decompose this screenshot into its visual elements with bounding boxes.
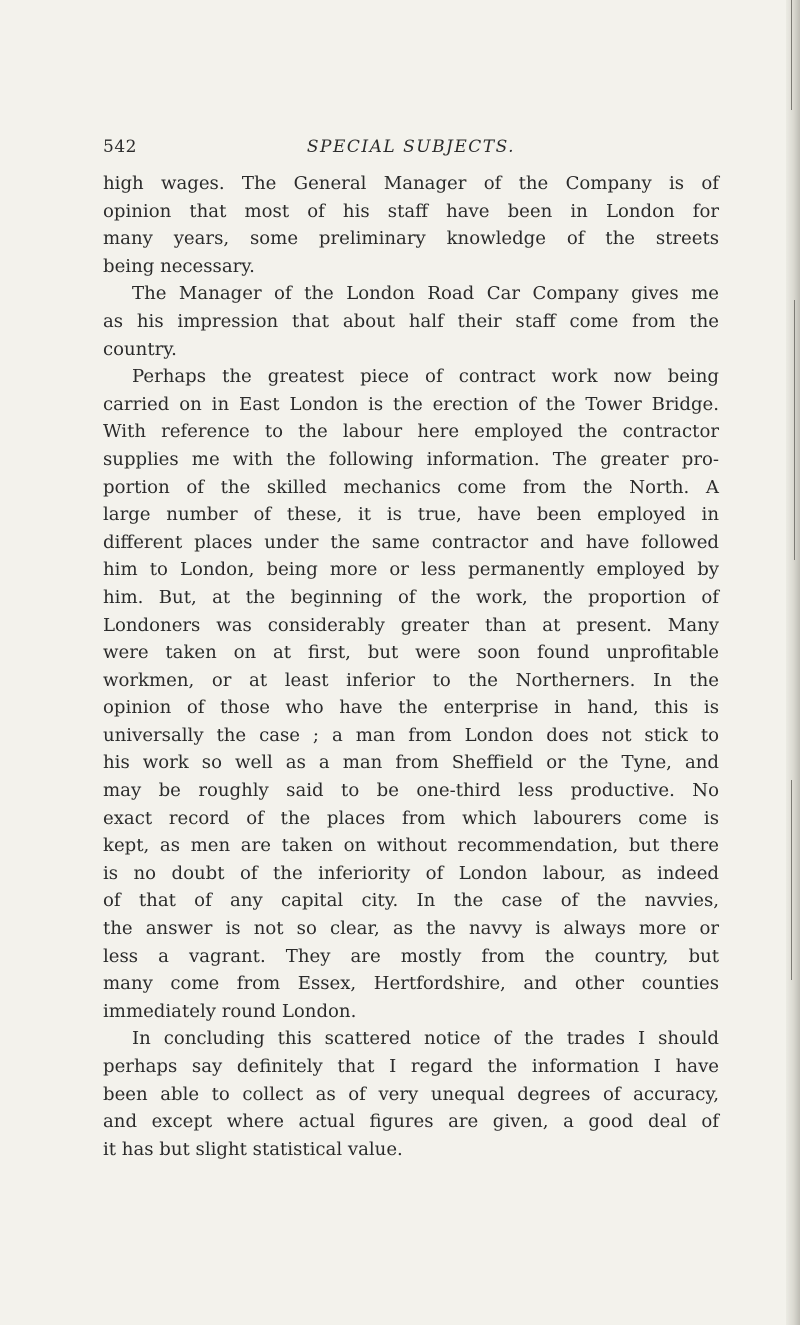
text-line: portion of the skilled mechanics come from the North. A — [103, 476, 719, 498]
body-text — [103, 170, 719, 1163]
text-line: his work so well as a man from Sheffield or the Tyne, and — [103, 752, 719, 774]
text-line: exact record of the places from which labourers come is — [103, 807, 719, 829]
text-line: it has but slight statistical value. — [103, 1138, 403, 1160]
text-line: carried on in East London is the erection of the Tower Bridge. — [103, 393, 719, 415]
text-line: less a vagrant. They are mostly from the country, but — [103, 945, 719, 967]
page-edge-shadow — [786, 0, 800, 1325]
text-line: The Manager of the London Road Car Company gives me — [132, 283, 719, 305]
text-line: being necessary. — [103, 255, 255, 277]
page-edge-line — [794, 300, 795, 560]
text-line: high wages. The General Manager of the Company is of — [103, 173, 719, 194]
text-line: as his impression that about half their staff come from the — [103, 310, 719, 332]
page-number: 542 — [103, 137, 137, 157]
text-line: is no doubt of the inferiority of London labour, as indeed — [103, 862, 719, 884]
text-line: may be roughly said to be one-third less productive. No — [103, 780, 719, 802]
text-line: many years, some preliminary knowledge of the streets — [103, 228, 719, 250]
paragraph-2 — [103, 280, 719, 363]
text-line: been able to collect as of very unequal degrees of accuracy, — [103, 1083, 719, 1105]
page-edge-line — [791, 780, 792, 980]
text-line: workmen, or at least inferior to the Northerners. In the — [103, 669, 719, 691]
running-title: SPECIAL SUBJECTS. — [306, 137, 516, 157]
text-line: and except where actual figures are given, a good deal of — [103, 1111, 719, 1133]
text-line: many come from Essex, Hertfordshire, and other counties — [103, 973, 719, 995]
text-line: different places under the same contractor and have followed — [103, 531, 719, 553]
text-line: the answer is not so clear, as the navvy is always more or — [103, 918, 719, 940]
text-line: of that of any capital city. In the case of the navvies, — [103, 890, 719, 912]
text-line: Londoners was considerably greater than at present. Many — [103, 614, 719, 636]
text-line: With reference to the labour here employed the contractor — [103, 421, 719, 443]
text-line: were taken on at first, but were soon found unprofitable — [103, 642, 719, 664]
text-line: large number of these, it is true, have been employed in — [103, 504, 719, 526]
paragraph-4 — [103, 1025, 719, 1163]
text-line: opinion of those who have the enterprise in hand, this is — [103, 697, 719, 719]
text-line: universally the case ; a man from London does not stick to — [103, 724, 719, 746]
paragraph-1 — [103, 170, 719, 280]
page-edge-line — [791, 0, 792, 110]
text-line: opinion that most of his staff have been in London for — [103, 200, 719, 222]
paragraph-3 — [103, 363, 719, 1025]
text-line: supplies me with the following information. The greater pro- — [103, 448, 719, 470]
text-line: In concluding this scattered notice of the trades I should — [132, 1028, 719, 1050]
text-line: Perhaps the greatest piece of contract work now being — [132, 366, 719, 388]
text-line: perhaps say definitely that I regard the information I have — [103, 1056, 719, 1077]
text-line: immediately round London. — [103, 1000, 357, 1022]
text-line: kept, as men are taken on without recommendation, but there — [103, 835, 719, 857]
text-line: him to London, being more or less permanently employed by — [103, 559, 719, 581]
text-line: him. But, at the beginning of the work, the proportion of — [103, 586, 719, 608]
text-line: country. — [103, 338, 177, 360]
running-head — [103, 137, 719, 161]
